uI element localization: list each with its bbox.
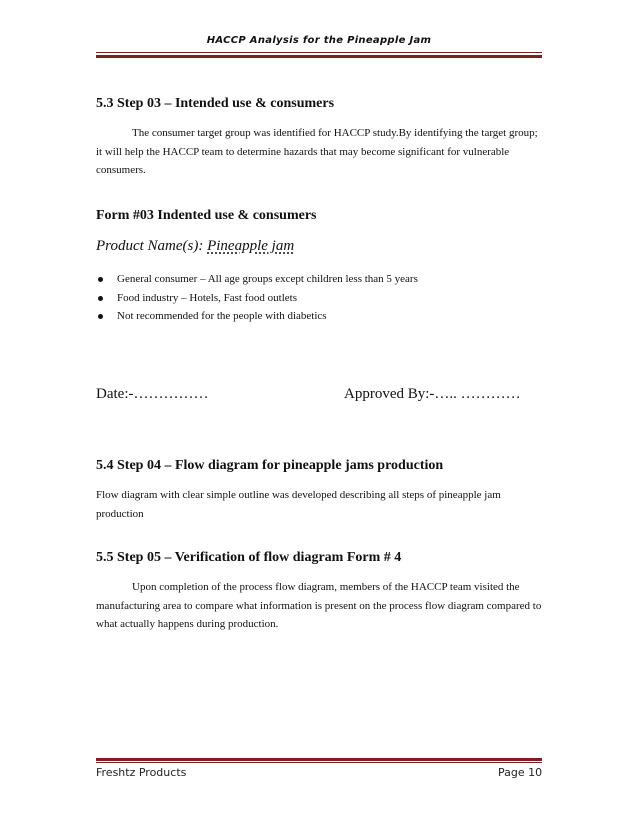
- form-03-heading: Form #03 Indented use & consumers: [96, 208, 317, 223]
- bullet-icon: [98, 314, 103, 319]
- consumer-list: [96, 270, 418, 326]
- section-5-4-heading: 5.4 Step 04 – Flow diagram for pineapple jams production: [96, 458, 444, 473]
- page-number: Page 10: [498, 766, 543, 779]
- header-rule-thick: [96, 55, 542, 58]
- list-item: [96, 270, 418, 289]
- approved-by-field: Approved By:-….. …………: [344, 386, 521, 402]
- bullet-icon: [98, 296, 103, 301]
- section-5-4-body: Flow diagram with clear simple outline was developed describing all steps of pineapple jam production: [96, 489, 501, 520]
- bullet-icon: [98, 277, 103, 282]
- product-name-line: [96, 238, 294, 255]
- header-rule-thin: [96, 52, 542, 53]
- section-5-3-body: [96, 124, 542, 180]
- list-item-text: Food industry – Hotels, Fast food outlets: [117, 291, 297, 304]
- section-5-5-body: [96, 578, 542, 634]
- section-5-3-heading: 5.3 Step 03 – Intended use & consumers: [96, 96, 335, 111]
- section-5-5-heading: 5.5 Step 05 – Verification of flow diagram Form # 4: [96, 550, 402, 565]
- list-item-text: General consumer – All age groups except children less than 5 years: [117, 273, 418, 285]
- section-5-3-text: The consumer target group was identified for HACCP study.By identifying the target group; it will help the HACCP team to determine hazards that may become significant for vulnerable consumers.: [96, 127, 538, 176]
- list-item: [96, 307, 418, 326]
- date-field: Date:-……………: [96, 386, 209, 402]
- product-name-value: Pineapple jam: [207, 238, 295, 254]
- footer-company: Freshtz Products: [96, 766, 187, 779]
- footer-rule-thin: [96, 762, 542, 763]
- section-5-5-text: Upon completion of the process flow diagram, members of the HACCP team visited the manufacturing area to compare what information is present on the process flow diagram compared to what actually happens during production.: [96, 581, 542, 630]
- list-item: [96, 289, 418, 308]
- footer-rule-thick: [96, 758, 542, 761]
- product-name-label: Product Name(s):: [96, 238, 208, 254]
- list-item-text: Not recommended for the people with diabetics: [117, 310, 327, 322]
- header-title: HACCP Analysis for the Pineapple Jam: [206, 35, 432, 46]
